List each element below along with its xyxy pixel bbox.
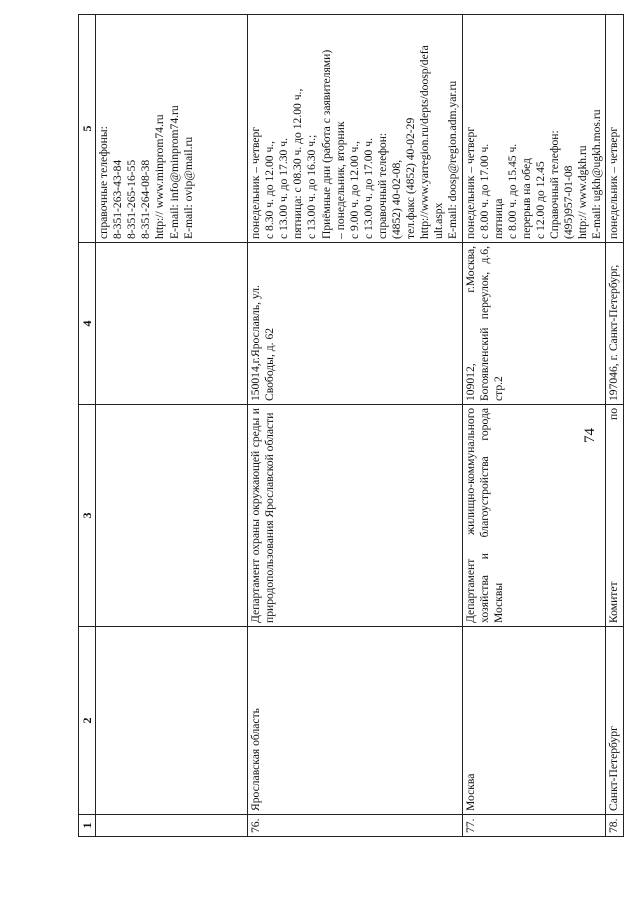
table-row-continuation <box>96 15 248 837</box>
department-cell: Департамент охраны окружающей среды и природопользования Ярославской области <box>248 405 462 627</box>
table-row-76 <box>248 15 462 837</box>
address-cell: 109012, г.Москва, Богоявленский переулок, д.6, стр.2 <box>462 243 606 405</box>
row-number: 78. <box>606 815 623 837</box>
contact-line: (4852) 40-02-08, <box>390 159 404 239</box>
contact-line: понедельник – четверг <box>607 126 621 239</box>
organizations-table <box>78 14 624 837</box>
table-header-row <box>79 15 96 837</box>
region-cell: Ярославская область <box>248 627 462 815</box>
contact-line: справочные телефоны: <box>97 126 111 239</box>
contact-line: ult.aspx <box>432 202 446 239</box>
column-header-3: 3 <box>79 405 96 627</box>
contact-line: с 13.00 ч. до 17.30 ч. <box>277 138 291 239</box>
table-row-77 <box>462 15 606 837</box>
contact-line: с 13.00 ч. до 16.30 ч.; <box>305 134 319 239</box>
contact-line: E-mail: ovip@mail.ru <box>181 136 195 239</box>
page-number: 74 <box>582 428 598 443</box>
row-number: 77. <box>462 815 606 837</box>
contact-line: E-mail: ugkh@ugkh.mos.ru <box>590 109 604 239</box>
department-cell: Комитет по <box>606 405 623 627</box>
contact-line: http:// www.dgkh.ru <box>576 145 590 239</box>
contact-line: перерыв на обед <box>519 158 533 239</box>
contact-line: понедельник – четверг <box>249 126 263 239</box>
contact-line: E-mail: doosp@region.adm.yar.ru <box>446 80 460 239</box>
contact-line: с 8.30 ч. до 12.00 ч., <box>263 140 277 239</box>
contact-line: 8-351-263-43-84 <box>111 159 125 239</box>
contacts-cell <box>462 15 606 243</box>
contact-line: E-mail: info@minprom74.ru <box>167 105 181 239</box>
contacts-cell <box>248 15 462 243</box>
rotated-page <box>20 20 620 885</box>
contact-line: с 8.00 ч. до 17.00 ч. <box>477 143 491 239</box>
region-cell <box>96 627 248 815</box>
contact-line: – понедельник, вторник <box>333 121 347 239</box>
contact-line: с 9.00 ч. до 12.00 ч., <box>347 140 361 239</box>
contact-line: 8-351-264-08-38 <box>139 159 153 239</box>
address-cell: 197046, г. Санкт-Петербург, <box>606 243 623 405</box>
table-row-78 <box>606 15 623 837</box>
contact-line: Справочный телефон: <box>548 130 562 239</box>
address-cell <box>96 243 248 405</box>
column-header-5: 5 <box>79 15 96 243</box>
column-header-2: 2 <box>79 627 96 815</box>
contact-line: понедельник – четверг <box>463 126 477 239</box>
contact-line: 8-351-265-16-55 <box>125 159 139 239</box>
contact-line: с 12.00 до 12.45 <box>533 161 547 239</box>
department-cell: Департамент жилищно-коммунального хозяйства и благоустройства города Москвы <box>462 405 606 627</box>
contact-line: пятница <box>491 198 505 239</box>
contact-line: http://www.yarregion.ru/depts/doosp/defa <box>418 45 432 239</box>
contact-line: пятница: с 08.30 ч. до 12.00 ч., <box>291 88 305 239</box>
region-cell: Москва <box>462 627 606 815</box>
contacts-cell <box>606 15 623 243</box>
column-header-1: 1 <box>79 815 96 837</box>
department-cell <box>96 405 248 627</box>
address-cell: 150014,г.Ярославль, ул. Свободы, д. 62 <box>248 243 462 405</box>
contact-line: тел.факс (4852) 40-02-29 <box>404 117 418 239</box>
contact-line: Приёмные дни (работа с заявителями) <box>319 49 333 239</box>
contacts-cell <box>96 15 248 243</box>
contact-line: справочный телефон: <box>375 132 389 239</box>
column-header-4: 4 <box>79 243 96 405</box>
contact-line: http:// www.minprom74.ru <box>153 114 167 239</box>
row-number <box>96 815 248 837</box>
contact-line: с 13.00 ч. до 17.00 ч. <box>361 138 375 239</box>
row-number: 76. <box>248 815 462 837</box>
region-cell: Санкт-Петербург <box>606 627 623 815</box>
contact-line: (495)957-01-08 <box>562 165 576 239</box>
contact-line: с 8.00 ч. до 15.45 ч. <box>505 143 519 239</box>
